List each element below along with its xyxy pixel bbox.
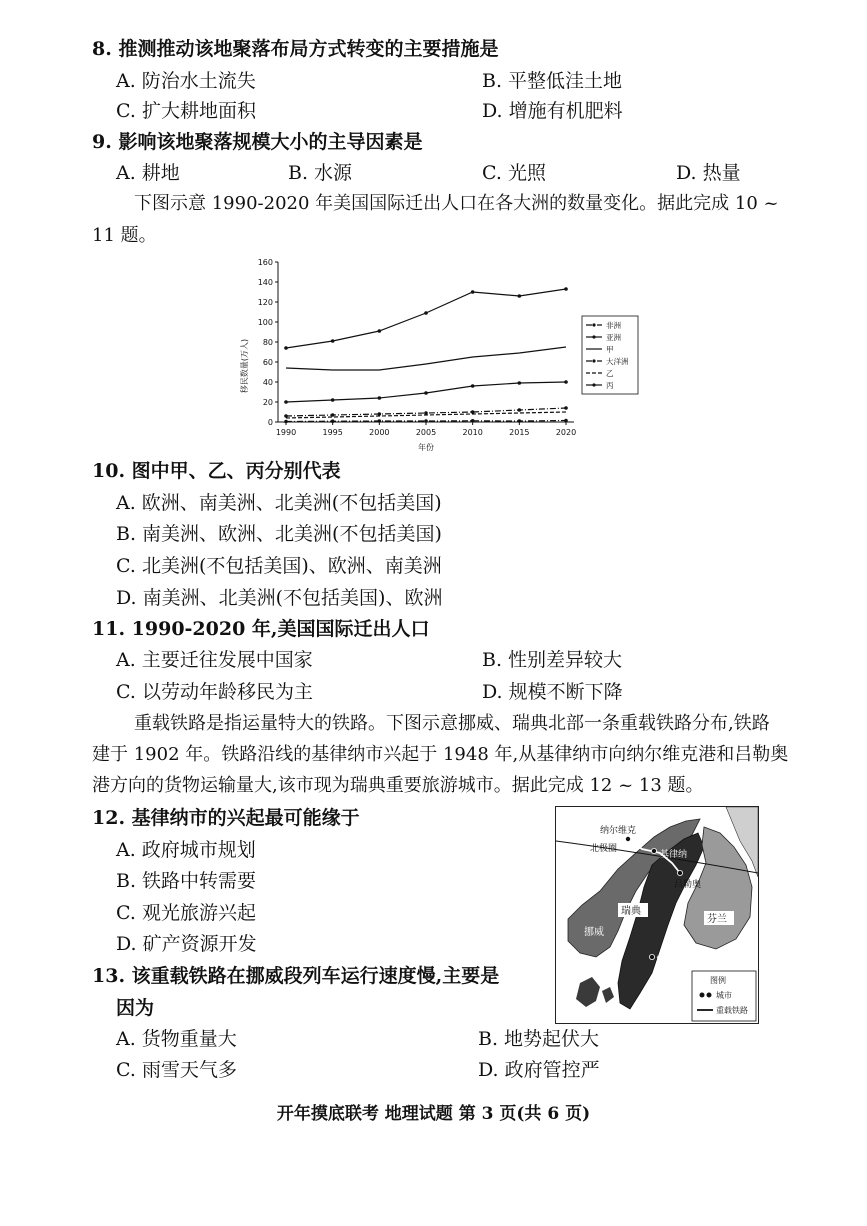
series-point — [331, 339, 335, 343]
y-tick-label: 100 — [257, 318, 273, 327]
series-point — [424, 311, 428, 315]
chart-legend — [582, 316, 638, 394]
q9-option-d: D. 热量 — [676, 162, 741, 184]
q13-stem-line1: 13. 该重载铁路在挪威段列车运行速度慢,主要是 — [92, 965, 500, 987]
series-point — [518, 408, 522, 412]
y-tick-label: 120 — [257, 298, 273, 307]
q13-option-c: C. 雨雪天气多 — [116, 1059, 237, 1081]
legend-city: 城市 — [716, 991, 732, 1000]
q8-option-c: C. 扩大耕地面积 — [116, 100, 256, 122]
legend-label: 非洲 — [606, 321, 621, 330]
label-sweden: 瑞典 — [621, 906, 641, 917]
q12-option-d: D. 矿产资源开发 — [116, 933, 257, 955]
x-tick-label: 1995 — [322, 428, 343, 437]
x-tick-label: 2010 — [462, 428, 483, 437]
series-point — [564, 406, 568, 410]
series-point — [471, 419, 475, 423]
scandinavia-railway-map — [555, 806, 759, 1024]
series-point — [471, 384, 475, 388]
series-point — [378, 419, 382, 423]
x-tick-label: 1990 — [275, 428, 297, 437]
series-point — [284, 414, 288, 418]
label-lulea: 吕勒奥 — [674, 880, 702, 890]
series-point — [424, 411, 428, 415]
legend-label: 丙 — [606, 381, 614, 390]
legend-label: 亚洲 — [606, 333, 621, 342]
q8-option-b: B. 平整低洼土地 — [482, 70, 623, 92]
q10-option-b: B. 南美洲、欧洲、北美洲(不包括美国) — [116, 523, 442, 545]
page-footer: 开年摸底联考 地理试题 第 3 页(共 6 页) — [276, 1104, 591, 1124]
series-point — [284, 346, 288, 350]
legend-title: 图例 — [710, 976, 726, 985]
map-legend — [692, 971, 756, 1021]
q11-option-c: C. 以劳动年龄移民为主 — [116, 681, 313, 703]
series-line — [286, 289, 566, 348]
q10-option-c: C. 北美洲(不包括美国)、欧洲、南美洲 — [116, 555, 442, 577]
legend-railway: 重载铁路 — [716, 1006, 748, 1015]
legend-label: 大洋洲 — [606, 357, 629, 366]
emigration-line-chart — [238, 254, 658, 454]
series-point — [378, 412, 382, 416]
series-point — [331, 413, 335, 417]
q8-option-d: D. 增施有机肥料 — [482, 100, 623, 122]
q13-stem-line2: 因为 — [116, 997, 155, 1019]
q12-option-b: B. 铁路中转需要 — [116, 870, 257, 892]
label-finland: 芬兰 — [707, 914, 727, 925]
q11-option-d: D. 规模不断下降 — [482, 681, 623, 703]
q9-stem: 9. 影响该地聚落规模大小的主导因素是 — [92, 131, 423, 153]
q9-option-a: A. 耕地 — [116, 162, 180, 184]
intro2-line3: 港方向的货物运输量大,该市现为瑞典重要旅游城市。据此完成 12 ~ 13 题。 — [92, 775, 704, 796]
y-tick-label: 60 — [262, 358, 273, 367]
chart-series — [284, 287, 568, 423]
city-stockholm — [649, 954, 654, 959]
series-point — [564, 419, 568, 423]
q13-option-d: D. 政府管控严 — [478, 1059, 600, 1081]
y-tick-label: 160 — [257, 258, 273, 267]
q8-option-a: A. 防治水土流失 — [116, 70, 256, 92]
legend-label: 乙 — [606, 369, 614, 378]
city-narvik — [625, 836, 630, 841]
q11-stem: 11. 1990-2020 年,美国国际迁出人口 — [92, 618, 430, 640]
series-line — [286, 347, 566, 370]
y-tick-label: 20 — [262, 398, 273, 407]
q9-option-b: B. 水源 — [288, 162, 353, 184]
q12-option-a: A. 政府城市规划 — [116, 839, 256, 861]
series-point — [424, 391, 428, 395]
denmark-shape — [576, 977, 600, 1007]
legend-marker — [592, 383, 595, 386]
x-tick-label: 2000 — [369, 428, 390, 437]
legend-marker — [592, 323, 595, 326]
q11-option-a: A. 主要迁往发展中国家 — [116, 649, 313, 671]
series-point — [424, 419, 428, 423]
series-point — [518, 294, 522, 298]
label-kiruna: 基律纳 — [660, 850, 688, 860]
q12-stem: 12. 基律纳市的兴起最可能缘于 — [92, 807, 360, 829]
legend-marker — [592, 335, 595, 338]
q10-option-a: A. 欧洲、南美洲、北美洲(不包括美国) — [116, 492, 442, 514]
q13-option-a: A. 货物重量大 — [116, 1028, 237, 1050]
series-point — [471, 410, 475, 414]
q8-stem: 8. 推测推动该地聚落布局方式转变的主要措施是 — [92, 38, 499, 60]
intro1-line1: 下图示意 1990-2020 年美国国际迁出人口在各大洲的数量变化。据此完成 10 ~ — [134, 193, 779, 214]
series-point — [331, 419, 335, 423]
series-point — [378, 396, 382, 400]
legend-label: 甲 — [606, 345, 614, 354]
q9-option-c: C. 光照 — [482, 162, 546, 184]
y-axis-label: 移民数量(万人) — [240, 338, 249, 394]
x-tick-label: 2015 — [509, 428, 530, 437]
series-point — [284, 400, 288, 404]
label-norway: 挪威 — [584, 927, 604, 938]
series-point — [378, 329, 382, 333]
series-point — [564, 287, 568, 291]
city-kiruna — [651, 848, 656, 853]
q13-option-b: B. 地势起伏大 — [478, 1028, 600, 1050]
y-tick-label: 0 — [267, 418, 273, 427]
city-lulea — [677, 870, 682, 875]
series-point — [471, 290, 475, 294]
q11-option-b: B. 性别差异较大 — [482, 649, 623, 671]
series-point — [331, 398, 335, 402]
label-arctic: 北极圈 — [590, 844, 618, 854]
q12-option-c: C. 观光旅游兴起 — [116, 902, 256, 924]
label-narvik: 纳尔维克 — [600, 826, 637, 836]
series-point — [518, 419, 522, 423]
series-point — [284, 420, 288, 424]
intro2-line1: 重载铁路是指运量特大的铁路。下图示意挪威、瑞典北部一条重载铁路分布,铁路 — [134, 713, 770, 734]
x-tick-label: 2005 — [415, 428, 437, 437]
y-tick-label: 140 — [257, 278, 273, 287]
y-tick-label: 40 — [262, 378, 273, 387]
label-stockholm: 斯德哥尔摩 — [656, 956, 699, 966]
series-point — [564, 380, 568, 384]
intro2-line2: 建于 1902 年。铁路沿线的基律纳市兴起于 1948 年,从基律纳市向纳尔维克港和吕勒奥 — [92, 744, 789, 765]
y-tick-label: 80 — [262, 338, 273, 347]
x-axis-label: 年份 — [418, 443, 434, 452]
series-point — [518, 381, 522, 385]
intro1-line2: 11 题。 — [92, 225, 157, 246]
x-tick-label: 2020 — [555, 428, 577, 437]
q10-option-d: D. 南美洲、北美洲(不包括美国)、欧洲 — [116, 587, 443, 609]
legend-marker — [592, 359, 595, 362]
q10-stem: 10. 图中甲、乙、丙分别代表 — [92, 460, 341, 482]
